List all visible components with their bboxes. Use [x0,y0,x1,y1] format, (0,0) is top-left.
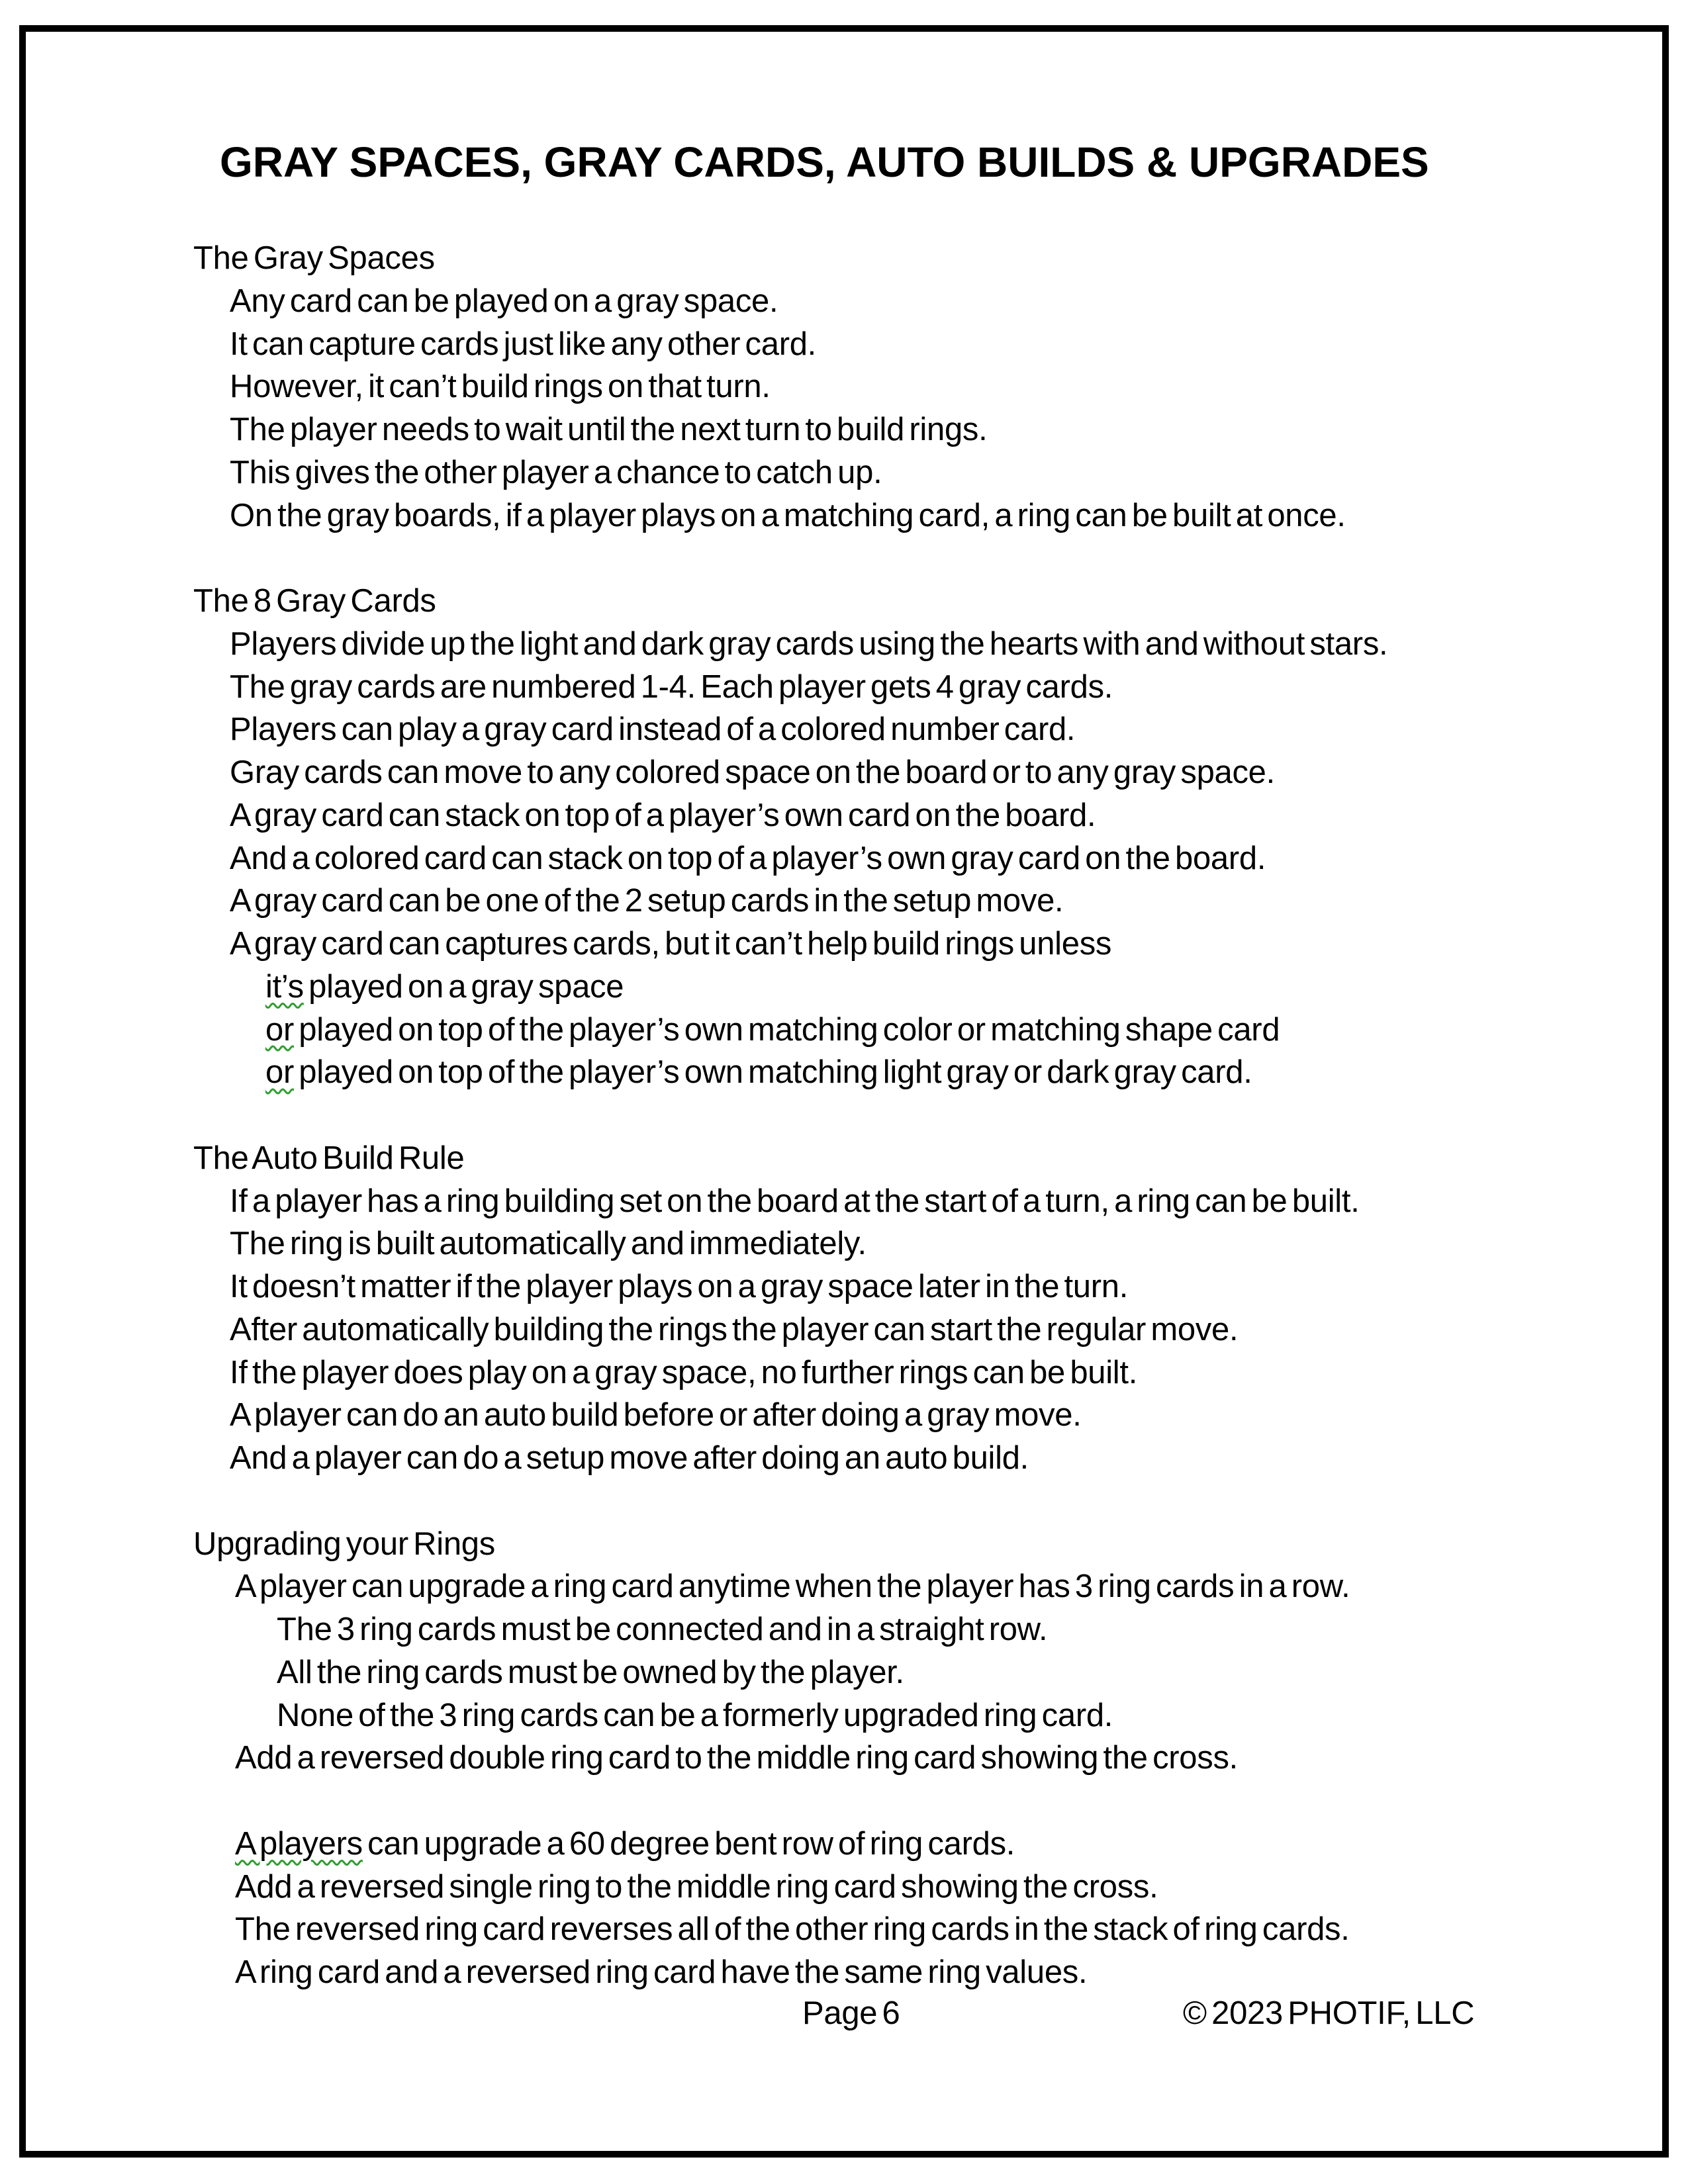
text-line: Players can play a gray card instead of a colored number card. [230,711,1076,748]
condition-line: All the ring cards must be owned by the player. [277,1654,904,1690]
text-line: This gives the other player a chance to catch up. [230,454,882,490]
text-line: Players divide up the light and dark gray cards using the hearts with and without stars. [230,625,1388,662]
text-line: After automatically building the rings the player can start the regular move. [230,1311,1239,1347]
subline-text: played on a gray space [303,968,624,1005]
text-line: A gray card can stack on top of a player’s own card on the board. [230,797,1096,833]
text-line: A ring card and a reversed ring card have the same ring values. [235,1954,1088,1990]
page-title: GRAY SPACES, GRAY CARDS, AUTO BUILDS & UPGRADES [220,138,1429,186]
text-line: And a player can do a setup move after doing an auto build. [230,1440,1029,1476]
section-heading-gray-cards: The 8 Gray Cards [193,583,436,619]
section-heading-upgrading: Upgrading your Rings [193,1525,495,1562]
page-number: Page 6 [802,1995,900,2031]
subline-text: played on top of the player’s own matching light gray or dark gray card. [293,1054,1252,1091]
text-line: The ring is built automatically and immediately. [230,1226,867,1262]
text-line: The gray cards are numbered 1-4. Each player gets 4 gray cards. [230,668,1113,705]
document-body [0,237,1688,1994]
text-line: Any card can be played on a gray space. [230,283,778,319]
section-heading-gray-spaces: The Gray Spaces [193,240,435,276]
subline-text: played on top of the player’s own matching color or matching shape card [293,1011,1280,1048]
section-gap [0,1480,1688,1523]
text-line: A player can upgrade a ring card anytime when the player has 3 ring cards in a row. [235,1569,1350,1605]
text-line: However, it can’t build rings on that turn. [230,369,771,405]
text-line: Gray cards can move to any colored space on the board or to any gray space. [230,754,1275,790]
text-line: It can capture cards just like any other card. [230,326,816,362]
section-gap [0,537,1688,580]
text-line: On the gray boards, if a player plays on a matching card, a ring can be built at once. [230,497,1346,533]
condition-line: The 3 ring cards must be connected and in a straight row. [277,1612,1048,1647]
text-line: The player needs to wait until the next turn to build rings. [230,412,988,447]
text-line: A gray card can be one of the 2 setup cards in the setup move. [230,883,1064,919]
grammar-flagged-word[interactable]: it’s [265,968,304,1005]
grammar-flagged-word[interactable]: A players [235,1825,363,1862]
text-line: If the player does play on a gray space, no further rings can be built. [230,1354,1138,1390]
text-line: The reversed ring card reverses all of the other ring cards in the stack of ring cards. [235,1911,1350,1948]
copyright-notice: © 2023 PHOTIF, LLC [1183,1995,1475,2031]
text-line: A player can do an auto build before or after doing a gray move. [230,1397,1082,1433]
condition-line: None of the 3 ring cards can be a formerly upgraded ring card. [277,1697,1113,1733]
section-heading-auto-build: The Auto Build Rule [193,1140,465,1176]
grammar-flagged-word[interactable]: or [265,1054,294,1091]
text-subline [0,966,1688,1009]
section-gap [0,1094,1688,1137]
text-line: A gray card can captures cards, but it can’t help build rings unless [230,926,1112,962]
text-line: If a player has a ring building set on the board at the start of a turn, a ring can be built. [230,1183,1360,1219]
text-line [0,1823,1688,1866]
text-line: It doesn’t matter if the player plays on a gray space later in the turn. [230,1269,1129,1304]
grammar-flagged-word[interactable]: or [265,1011,294,1048]
line-text: can upgrade a 60 degree bent row of ring cards. [362,1825,1015,1862]
text-subline [0,1051,1688,1094]
text-line: Add a reversed double ring card to the middle ring card showing the cross. [235,1740,1238,1776]
paragraph-gap [0,1780,1688,1823]
text-line: Add a reversed single ring to the middle ring card showing the cross. [235,1868,1158,1905]
text-subline [0,1009,1688,1052]
text-line: And a colored card can stack on top of a player’s own gray card on the board. [230,840,1266,876]
